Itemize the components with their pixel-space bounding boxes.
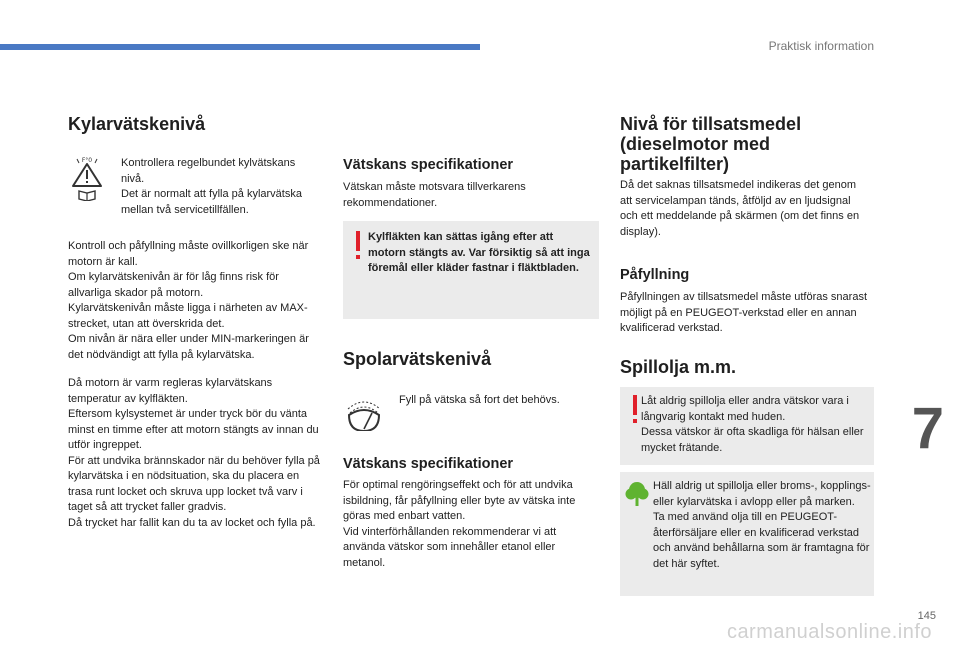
- waste-warning-box: [620, 387, 874, 465]
- coolant-title: Kylarvätskenivå: [68, 114, 206, 134]
- header-accent-bar: [0, 44, 480, 50]
- coolant-warning-icon: [70, 155, 104, 201]
- section-label: Praktisk information: [768, 39, 874, 53]
- waste-warning-text: Låt aldrig spillolja eller andra vätskor vara i långvarig kontakt med huden. Dessa vätskor är ofta skadliga för hälsan eller mycket frätande.: [641, 395, 864, 454]
- warning-exclamation-icon: [353, 231, 363, 261]
- tree-icon: [625, 481, 649, 507]
- environment-box: [620, 472, 874, 596]
- environment-text: Häll aldrig ut spillolja eller broms-, kopplings- eller kylarvätska i avlopp eller på marken. Ta med använd olja till en PEUGEOT-återförsäljare eller en kvalificerad verkstad och använd behållarna som är framtagna för det här syftet.: [653, 480, 871, 570]
- washer-title: Spolarvätskenivå: [343, 349, 492, 369]
- coolant-intro: Kontrollera regelbundet kylvätskans nivå. Det är normalt att fylla på kylarvätska mellan två servicetillfällen.: [121, 157, 302, 216]
- spec-title-2: Vätskans specifikationer: [343, 456, 514, 472]
- spec-text-2: För optimal rengöringseffekt och för att undvika isbildning, får påfyllning eller byte av vätska inte göras med enbart vatten. Vid vinterförhållanden rekommenderar vi att använda vätskor som innehåller etanol eller metanol.: [343, 479, 576, 569]
- additive-title: Nivå för tillsatsmedel (dieselmotor med partikelfilter): [620, 114, 802, 174]
- chapter-number: 7: [911, 396, 944, 461]
- spec-text-1: Vätskan måste motsvara tillverkarens rekommendationer.: [343, 181, 526, 209]
- fan-warning-text: Kylfläkten kan sättas igång efter att motorn stängts av. Var försiktig så att inga föremål eller kläder fastnar i fläktbladen.: [368, 231, 590, 274]
- warning-exclamation-icon: [630, 395, 640, 425]
- waste-oil-title: Spillolja m.m.: [620, 357, 737, 377]
- watermark: carmanualsonline.info: [726, 621, 932, 643]
- spec-title-1: Vätskans specifikationer: [343, 157, 514, 173]
- washer-icon: [346, 391, 382, 431]
- additive-text: Då det saknas tillsatsmedel indikeras det genom att servicelampan tänds, åtföljd av en ljudsignal och ett meddelande på skärmen (om det finns en display).: [620, 179, 860, 238]
- fan-warning-box: [343, 221, 599, 319]
- coolant-paragraph-1: Kontroll och påfyllning måste ovillkorligen ske när motorn är kall. Om kylarvätskenivån är för låg finns risk för allvarliga skador på motorn. Kylarvätskenivån måste ligga i närheten av MAX-strecket, utan att överskrida det. Om nivån är nära eller under MIN-markeringen är det nödvändigt att fylla på kylarvätska.: [68, 240, 309, 361]
- refill-title: Påfyllning: [620, 267, 690, 283]
- svg-text:F°0: F°0: [81, 157, 93, 164]
- washer-text: Fyll på vätska så fort det behövs.: [399, 394, 560, 406]
- refill-text: Påfyllningen av tillsatsmedel måste utföras snarast möjligt på en PEUGEOT-verkstad eller en annan kvalificerad verkstad.: [620, 291, 868, 334]
- page-number: 145: [917, 610, 936, 622]
- coolant-paragraph-2: Då motorn är varm regleras kylarvätskans temperatur av kylfläkten. Eftersom kylsystemet är under tryck bör du vänta minst en timme efter att motorn stängts av innan du utför ingreppet. För att undvika brännskador när du behöver fylla på kylarvätska i en nödsituation, ska du placera en trasa runt locket och skruva upp locket två varv i taget så att trycket faller gradvis. Då trycket har fallit kan du ta av locket och fylla på.: [68, 377, 320, 529]
